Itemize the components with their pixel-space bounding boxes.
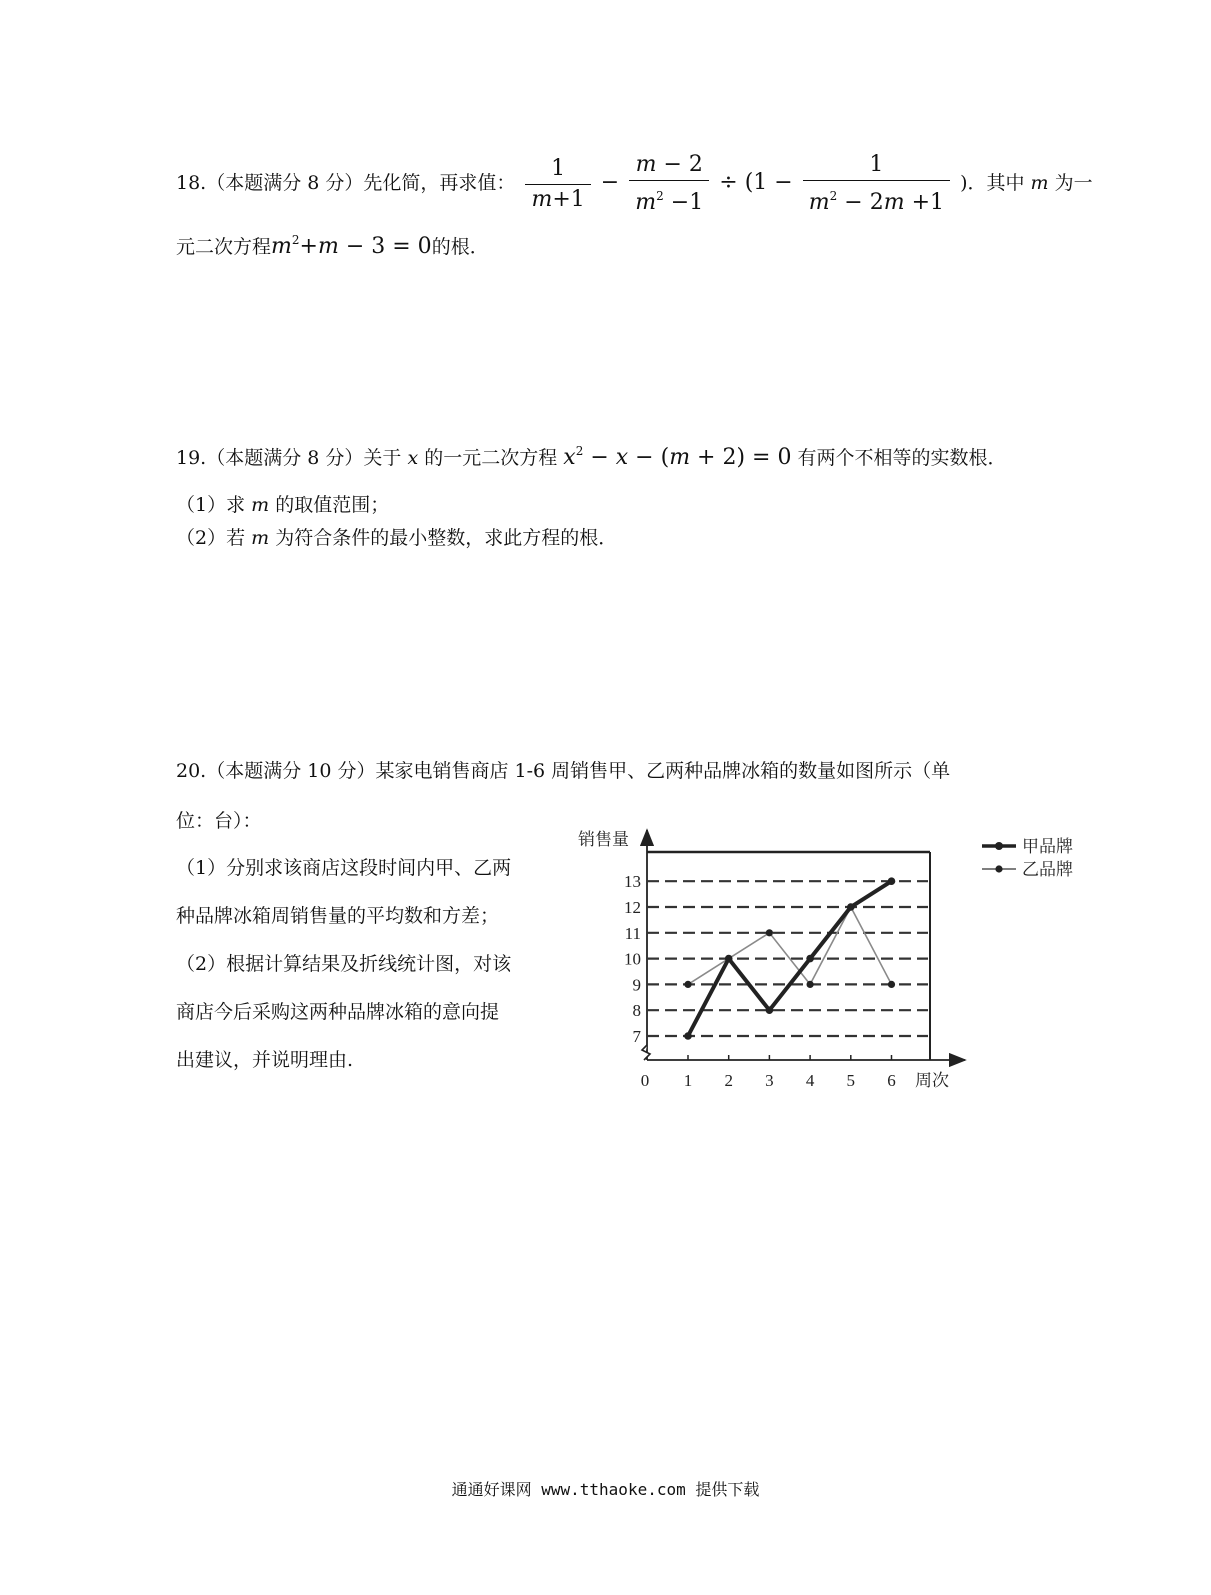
series-jia-point [766,1006,774,1014]
q18-line2-tail: 的根． [431,236,489,258]
y-tick-label: 10 [624,949,641,969]
legend-jia-label: 甲品牌 [1022,837,1073,856]
q18-minus-sign: − [600,170,620,195]
series-jia-point [725,955,733,963]
y-tick-label: 8 [632,1001,641,1021]
page-footer: 通通好课网 www.tthaoke.com 提供下载 [451,1480,760,1499]
q19-equation-rest: + 2) = 0 [690,445,792,470]
q19-tail: 有两个不相等的实数根． [797,447,1007,469]
legend-yi-label: 乙品牌 [1022,860,1073,879]
y-tick-label: 13 [624,872,641,892]
series-jia-point [684,1032,692,1040]
legend-yi-marker [995,865,1002,872]
series-jia-line [688,881,892,1036]
x-origin-label: 0 [640,1071,650,1090]
q18-fraction-3-denominator-rest: − 2 [837,190,884,215]
q19-var: m [669,445,691,470]
q18-fraction-2-denominator [629,181,709,216]
q18-line2 [176,232,489,259]
q19-var: m [251,527,270,549]
series-yi-point [725,955,732,962]
q19-part-2-tail: 为符合条件的最小整数，求此方程的根． [275,527,618,549]
q18-fraction-3 [803,152,950,216]
series-yi-point [847,903,854,910]
y-axis-break [642,1045,650,1060]
x-tick-label: 6 [887,1071,896,1090]
q18-fraction-2-numerator-rest: − 2 [656,152,703,177]
series-jia-point [847,903,855,911]
q19-exponent: 2 [575,444,584,458]
q20-line1: 20.（本题满分 10 分）某家电销售商店 1-6 周销售甲、乙两种品牌冰箱的数量如图所示（单 [176,760,951,782]
q18-fraction-3-denominator [803,181,950,216]
x-tick-label: 1 [683,1071,693,1090]
y-tick-label: 11 [624,923,641,943]
series-jia-point [806,955,814,963]
q18-var: m [1030,172,1049,194]
series-yi-point [807,981,814,988]
q19-mid: 的一元二次方程 [424,447,558,469]
q18-fraction-2-denominator-rest: −1 [663,190,704,215]
y-tick-label: 12 [624,898,641,917]
q18-lead: 18.（本题满分 8 分）先化简，再求值： [176,172,516,194]
series-yi-line [688,907,892,984]
q18-divide-open: ÷ (1 − [719,170,793,195]
x-axis-title: 周次 [915,1071,949,1090]
q18-var: m [883,190,905,215]
q18-fraction-1-denominator [525,185,590,213]
q18-var: m [808,190,830,215]
q18-var: m [317,234,339,259]
q19-lead: 19.（本题满分 8 分）关于 [176,447,402,469]
series-yi-point [888,981,895,988]
q19-part-2 [176,523,617,550]
q20-line5: （2）根据计算结果及折线统计图，对该 [176,953,512,975]
q19-part-1 [176,490,389,517]
q19-part-2-lead: （2）若 [176,527,246,549]
series-yi-point [684,981,691,988]
x-tick-label: 4 [805,1071,815,1090]
q18-fraction-3-denominator-tail: +1 [904,190,945,215]
q18-fraction-3-numerator: 1 [803,152,950,181]
q19-paren-open: − ( [628,445,670,470]
q18-var: m [271,234,292,259]
q18-exponent: 2 [829,189,838,203]
q18-fraction-1-numerator: 1 [525,156,590,185]
q19-line1 [176,443,1007,470]
q18-equation-rest: − 3 = 0 [338,234,432,259]
q18-var: m [531,186,553,212]
q19-var: m [251,494,270,516]
q19-var: x [563,445,576,470]
q18-var: m [635,190,657,215]
q19-var: x [407,447,419,469]
q18-fraction-2 [629,152,709,216]
q18-line2-lead: 元二次方程 [176,236,272,258]
x-tick-label: 5 [846,1071,856,1090]
x-tick-label: 3 [765,1071,774,1090]
q20-line7: 出建议，并说明理由. [176,1049,354,1071]
legend-jia-marker [995,842,1003,850]
q20-line3: （1）分别求该商店这段时间内甲、乙两 [176,857,512,879]
y-tick-label: 9 [632,975,641,995]
q20-line6: 商店今后采购这两种品牌冰箱的意向提 [176,1001,500,1023]
q19-part-1-lead: （1）求 [176,494,246,516]
q20-line4: 种品牌冰箱周销售量的平均数和方差； [176,905,500,927]
q18-fraction-2-numerator [629,152,709,181]
q18-var: m [635,152,657,177]
q18-fraction-1 [525,156,590,213]
series-yi-point [766,929,773,936]
q20-line2: 位：台）： [176,810,262,832]
q18-plus: + [299,234,318,259]
q19-var: x [615,445,629,470]
q18-exponent: 2 [291,233,300,247]
q18-line1 [176,152,1093,216]
q19-minus: − [583,445,616,470]
y-axis-title: 销售量 [578,830,629,849]
q18-fraction-1-denominator-rest: +1 [552,186,585,212]
q18-exponent: 2 [656,189,664,203]
y-tick-label: 7 [632,1027,641,1046]
q18-close: )．其中 [960,172,1025,194]
q19-part-1-tail: 的取值范围； [275,494,390,516]
q18-tail: 为一 [1054,172,1093,194]
x-tick-label: 2 [724,1071,733,1090]
series-jia-point [888,877,896,885]
